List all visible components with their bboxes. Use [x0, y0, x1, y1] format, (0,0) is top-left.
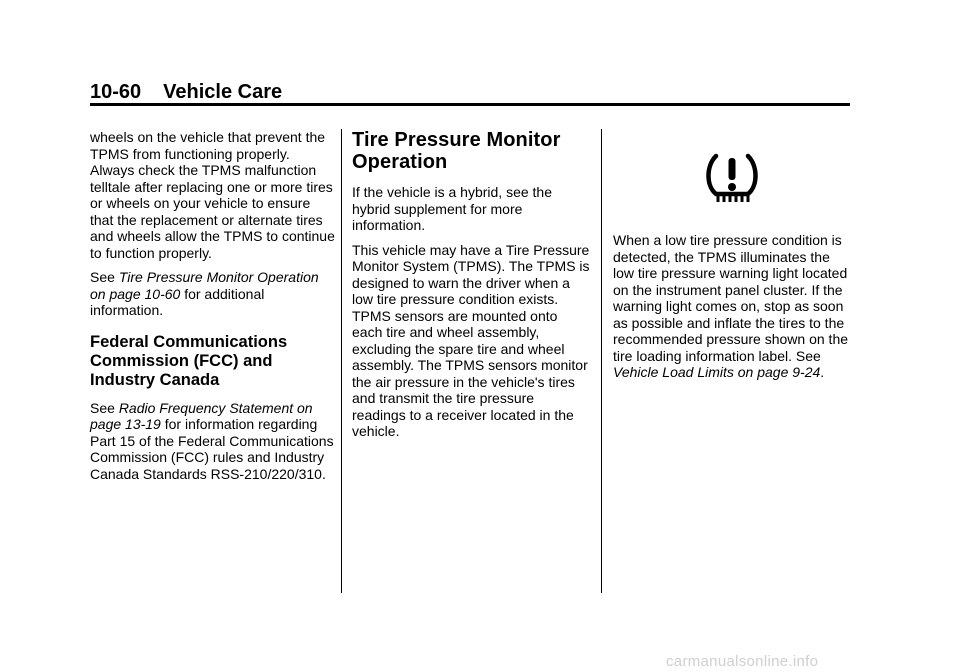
watermark: carmanualsonline.info	[666, 653, 819, 670]
column-middle	[352, 129, 590, 448]
paragraph-see-tpms: See Tire Pressure Monitor Operation on page 10-60 for additional information.	[90, 269, 319, 318]
heading-tpms-operation: Tire Pressure Monitor Operation	[352, 129, 561, 173]
page-number: 10-60	[90, 81, 142, 103]
column-divider-left	[341, 129, 342, 593]
link-vehicle-load-limits[interactable]: Vehicle Load Limits on page 9-24	[613, 364, 821, 380]
paragraph-hybrid: If the vehicle is a hybrid, see the hybrid supplement for more information.	[352, 184, 552, 233]
link-tpms-operation[interactable]: Tire Pressure Monitor Operation on page 10-60	[90, 269, 319, 302]
section-title: Vehicle Care	[163, 81, 283, 103]
column-left	[90, 129, 335, 490]
link-radio-frequency[interactable]: Radio Frequency Statement on page 13-19	[90, 399, 313, 432]
paragraph-tpms-description: This vehicle may have a Tire Pressure Monitor System (TPMS). The TPMS is designed to warn the driver when a low tire pressure condition exists. TPMS sensors are mounted onto each tire and wheel assembly, excluding the spare tire and wheel assembly. The TPMS sensors monitor the air pressure in the vehicle's tires and transmit the tire pressure readings to a receiver located in the vehicle.	[352, 241, 590, 439]
paragraph-warning-light: When a low tire pressure condition is detected, the TPMS illuminates the low tire pressure warning light located on the instrument panel cluster. If the warning light comes on, stop as soon as possible and inflate the tires to the recommended pressure shown on the tire loading information label. See Vehicle Load Limits on page 9-24.	[613, 232, 849, 380]
column-right	[613, 232, 853, 389]
paragraph-fcc: See Radio Frequency Statement on page 13-19 for information regarding Part 15 of the Federal Communications Commission (FCC) rules and Industry Canada Standards RSS-210/220/310.	[90, 399, 334, 482]
paragraph-tpms-check: wheels on the vehicle that prevent the TPMS from functioning properly. Always check the TPMS malfunction telltale after replacing one or more tires or wheels on your vehicle to ensure that the replacement or alternate tires and wheels allow the TPMS to continue to function properly.	[90, 129, 335, 261]
column-divider-right	[601, 129, 602, 593]
heading-fcc: Federal Communications Commission (FCC) and Industry Canada	[90, 332, 288, 389]
page-header	[90, 80, 850, 104]
tire-pressure-warning-icon	[704, 152, 760, 204]
header-rule	[90, 103, 850, 106]
